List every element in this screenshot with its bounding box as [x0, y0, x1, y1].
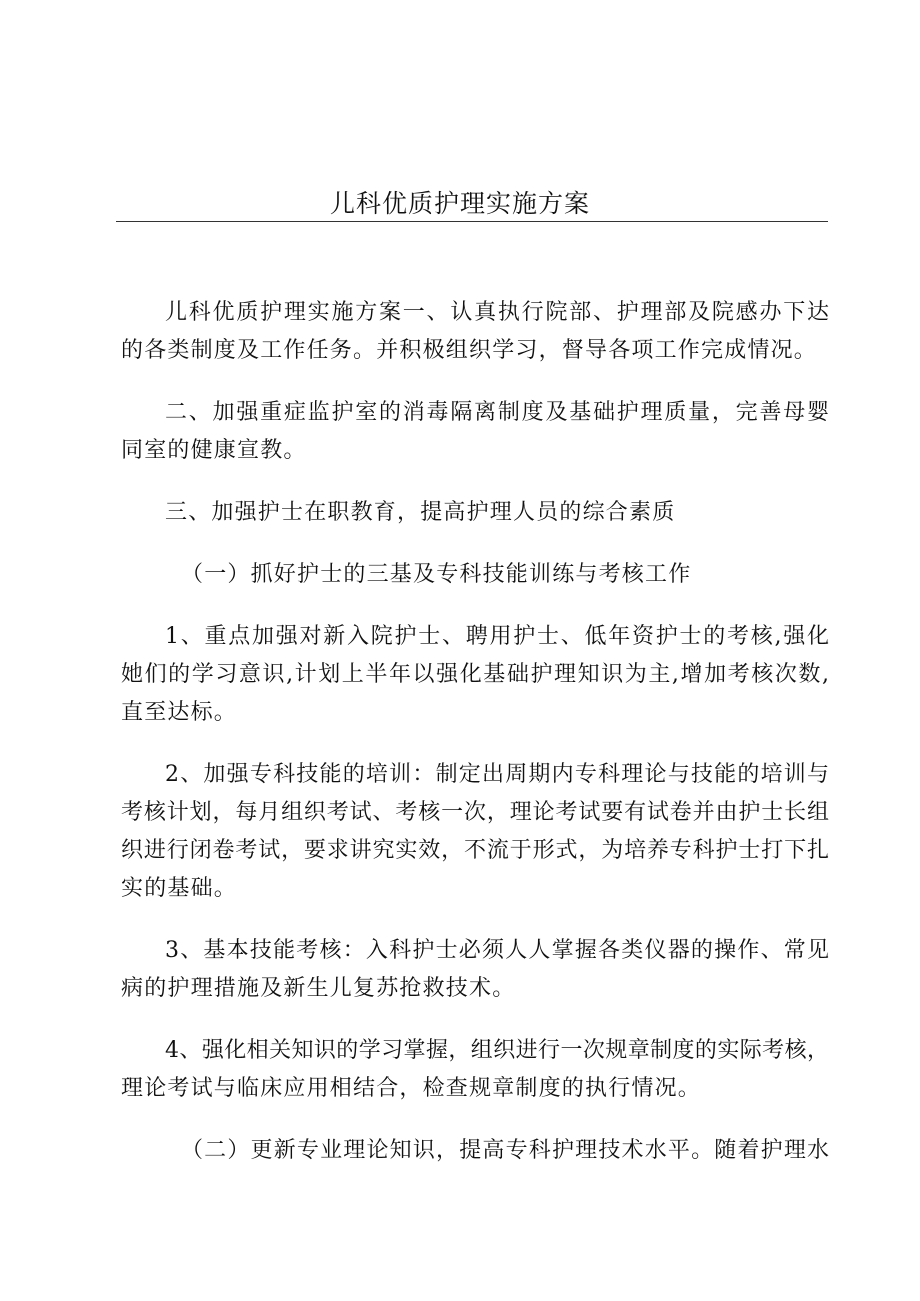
- document-body: [121, 294, 829, 1170]
- paragraph-line: 4、强化相关知识的学习掌握，组织进行一次规章制度的实际考核，: [165, 1038, 830, 1063]
- paragraph-line: 同室的健康宣教。: [121, 438, 307, 463]
- paragraph: [121, 756, 829, 908]
- paragraph-line: （二）更新专业理论知识，提高专科护理技术水平。随着护理水: [181, 1138, 831, 1163]
- paragraph-spacer: [121, 470, 829, 494]
- paragraph: [121, 1132, 829, 1170]
- paragraph-line: 直至达标。: [121, 700, 238, 725]
- paragraph: [121, 494, 829, 532]
- paragraph-line: 3、基本技能考核：入科护士必须人人掌握各类仪器的操作、常见: [165, 938, 831, 963]
- paragraph-line: （一）抓好护士的三基及专科技能训练与考核工作: [181, 562, 692, 587]
- paragraph: [121, 1032, 829, 1108]
- paragraph: [121, 618, 829, 732]
- paragraph-line: 织进行闭卷考试，要求讲究实效，不流于形式，为培养专科护士打下扎: [121, 838, 830, 863]
- paragraph: [121, 394, 829, 470]
- paragraph: [121, 932, 829, 1008]
- paragraph-line: 的各类制度及工作任务。并积极组织学习，督导各项工作完成情况。: [121, 338, 818, 363]
- paragraph-spacer: [121, 594, 829, 618]
- paragraph-line: 三、加强护士在职教育，提高护理人员的综合素质: [165, 500, 676, 525]
- paragraph: [121, 294, 829, 370]
- paragraph-line: 理论考试与临床应用相结合，检查规章制度的执行情况。: [121, 1076, 702, 1101]
- paragraph-spacer: [121, 732, 829, 756]
- paragraph-line: 1、重点加强对新入院护士、聘用护士、低年资护士的考核,强化: [165, 624, 831, 649]
- paragraph-line: 儿科优质护理实施方案一、认真执行院部、护理部及院感办下达: [165, 300, 831, 325]
- paragraph-spacer: [121, 1008, 829, 1032]
- document-title: 儿科优质护理实施方案: [329, 189, 590, 218]
- paragraph-line: 病的护理措施及新生儿复苏抢救技术。: [121, 976, 516, 1001]
- paragraph-line: 她们的学习意识,计划上半年以强化基础护理知识为主,增加考核次数,: [121, 662, 831, 687]
- paragraph: [121, 556, 829, 594]
- paragraph-line: 考核计划，每月组织考试、考核一次，理论考试要有试卷并由护士长组: [121, 800, 830, 825]
- paragraph-spacer: [121, 370, 829, 394]
- paragraph-line: 2、加强专科技能的培训：制定出周期内专科理论与技能的培训与: [165, 762, 831, 787]
- paragraph-spacer: [121, 532, 829, 556]
- paragraph-line: 实的基础。: [121, 876, 238, 901]
- paragraph-spacer: [121, 1108, 829, 1132]
- title-underline: [116, 221, 828, 222]
- paragraph-line: 二、加强重症监护室的消毒隔离制度及基础护理质量，完善母婴: [165, 400, 831, 425]
- paragraph-spacer: [121, 908, 829, 932]
